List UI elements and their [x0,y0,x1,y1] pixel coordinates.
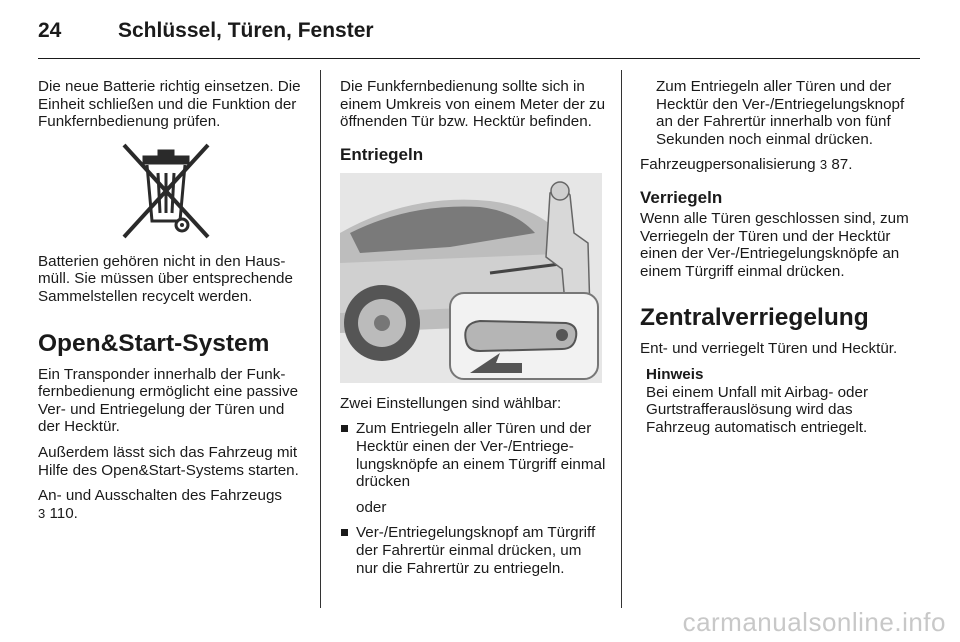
paragraph: Zwei Einstellungen sind wählbar: [340,394,562,412]
paragraph-text: An- und Ausschalten des Fahrzeugs [38,487,282,505]
note-box [640,366,910,436]
paragraph: oder [356,498,387,516]
paragraph: Wenn alle Türen geschlossen sind, zum Verriegeln der Türen und der Hecktür einen der Ver-/Entriegelungsknöpfe an einem Türgriff einmal drücken. [640,209,909,280]
paragraph: Zum Entriegeln aller Türen und der Hecktür den Ver-/Entriegelungsknopf an der Fahrertür innerhalb von fünf Sekunden noch einmal drücken. [656,78,905,148]
page-ref-arrow: 3 [819,157,828,173]
note-text: Bei einem Unfall mit Airbag- oder Gurtstrafferauslösung wird das Fahrzeug automatisch entriegelt. [646,383,869,436]
list-item-text: Zum Entriegeln aller Türen und der Hecktür einen der Ver-/Entriegelungsknöpfe an einem Türgriff einmal drücken [356,420,606,491]
subsection-heading: Verriegeln [640,187,723,207]
section-heading: Zentralverriegelung [640,304,869,332]
list-item [340,420,606,490]
column-2 [340,78,606,585]
page-ref-arrow: 3 [38,505,46,521]
paragraph [38,487,304,522]
paragraph: Ein Transponder innerhalb der Funkfernbedienung ermöglicht eine passive Ver- und Entriegelung der Türen und der Hecktür. [38,365,299,436]
note-title: Hinweis [646,365,704,383]
paragraph: Ent- und verriegelt Türen und Hecktür. [640,340,898,358]
page-number: 24 [38,19,62,42]
list-item-text: Ver-/Entriegelungsknopf am Türgriff der Fahrertür einmal drücken, um nur die Fahrertür zu entriegeln. [356,524,596,577]
watermark: carmanualsonline.info [682,607,946,637]
paragraph: Die Funkfernbedienung sollte sich in einem Umkreis von einem Meter der zu öffnenden Tür bzw. Hecktür befinden. [340,78,606,131]
crossed-out-bin-icon [114,139,218,243]
door-handle-illustration [340,173,602,383]
page-ref[interactable]: 87. [831,156,853,174]
page-header [38,14,920,58]
paragraph: Batterien gehören nicht in den Hausmüll. Sie müssen über entsprechende Sammelstellen recycelt werden. [38,252,293,305]
paragraph: Die neue Batterie richtig einsetzen. Die Einheit schließen und die Funktion der Funkfernbedienung prüfen. [38,78,301,131]
column-1 [38,78,304,530]
list-item [340,524,606,577]
column-divider-1 [320,70,321,608]
paragraph-text: Fahrzeugpersonalisierung [640,156,816,174]
paragraph [640,156,910,174]
page-ref[interactable]: 110. [49,504,78,522]
column-3 [640,78,910,436]
bullet-icon [341,425,348,432]
page-title: Schlüssel, Türen, Fenster [118,19,374,42]
subsection-heading: Entriegeln [340,144,424,164]
paragraph: Außerdem lässt sich das Fahrzeug mit Hilfe des Open&Start-Systems starten. [38,443,299,479]
section-heading: Open&Start-System [38,329,270,357]
column-divider-2 [621,70,622,608]
header-rule [38,58,920,59]
bullet-icon [341,529,348,536]
